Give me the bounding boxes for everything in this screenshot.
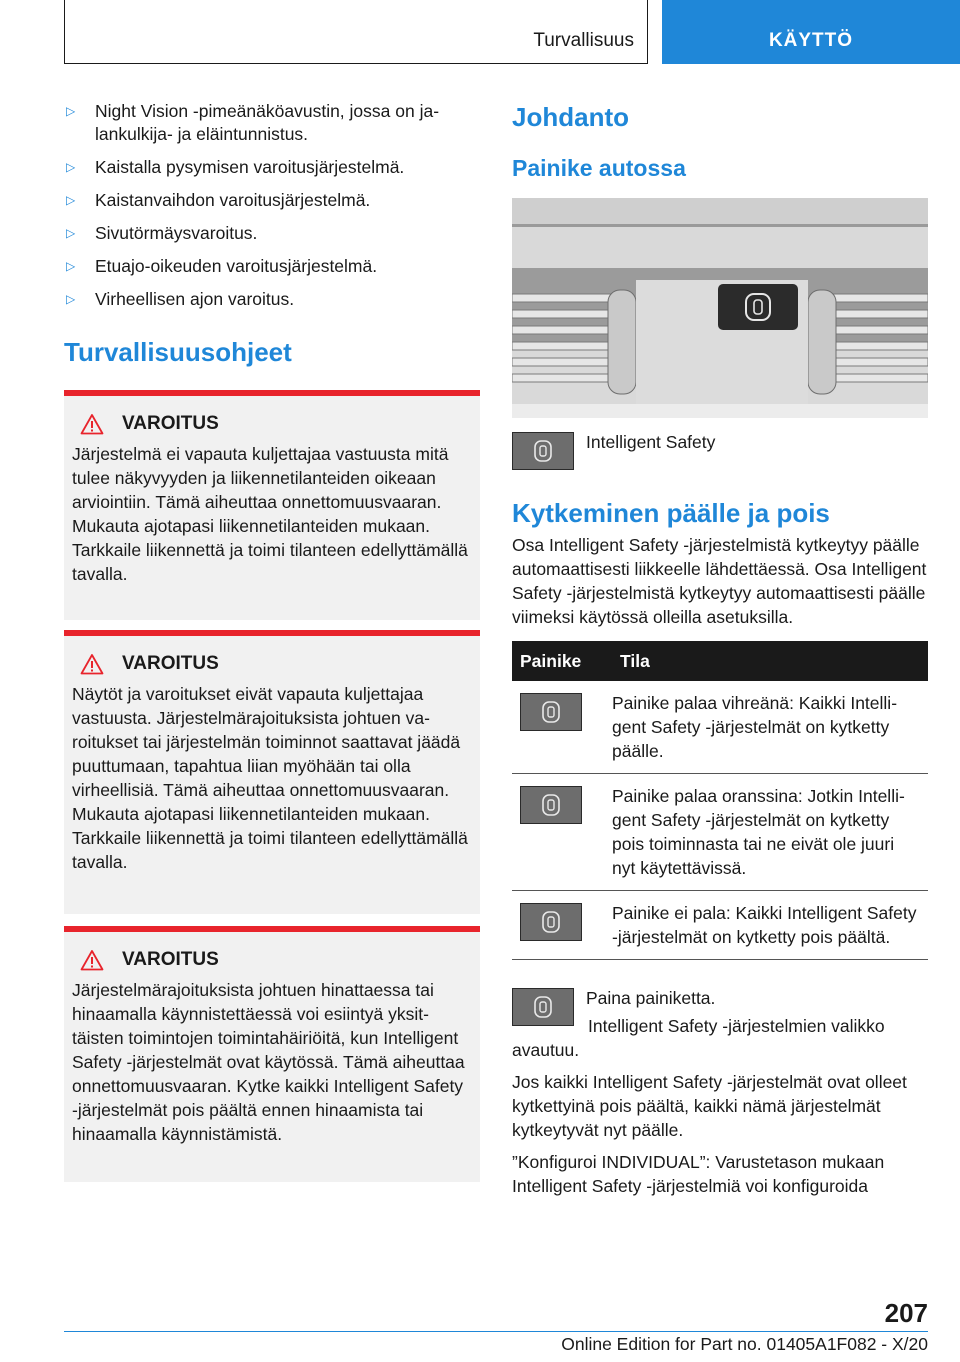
- car-button-photo: [512, 198, 928, 418]
- table-cell-state: Painike ei pala: Kaikki Intelligent Safety -järjestelmät on kytketty pois päältä.: [612, 891, 928, 960]
- list-item: [64, 189, 480, 212]
- warning-title: [72, 948, 472, 972]
- intelligent-safety-icon: [533, 440, 553, 462]
- warning-title: [72, 412, 472, 436]
- step-action: Paina painiketta.: [586, 988, 716, 1008]
- intro-heading: Johdanto: [512, 102, 629, 132]
- table-header-row: [512, 641, 928, 681]
- warning-box: [64, 630, 480, 914]
- table-row: [512, 774, 928, 891]
- warning-triangle-icon: [80, 653, 104, 675]
- left-column: [64, 100, 480, 1182]
- button-caption-row: [512, 432, 928, 470]
- table-cell-state: Painike palaa vihreänä: Kaikki Intelligent Safety -järjestelmät on kytketty päälle.: [612, 681, 928, 774]
- triangle-bullet-icon: ▷: [66, 160, 76, 174]
- warning-title: [72, 652, 472, 676]
- intelligent-safety-icon: [541, 794, 561, 816]
- bullet-list: [64, 100, 480, 311]
- intelligent-safety-button-icon: [512, 988, 574, 1026]
- toggle-heading: Kytkeminen päälle ja pois: [512, 498, 830, 528]
- step-result: Intelligent Safety -järjestelmien valikko avautuu.: [512, 1016, 885, 1060]
- intelligent-safety-button-icon: [520, 903, 582, 941]
- warning-box: [64, 390, 480, 620]
- triangle-bullet-icon: ▷: [66, 226, 76, 240]
- list-item: [64, 288, 480, 311]
- toggle-paragraph-3: ”Konfiguroi INDIVIDUAL”: Varustetason mukaan Intelligent Safety -järjestelmiä voi konfiguroida: [512, 1152, 885, 1196]
- list-item-text: Virheellisen ajon varoitus.: [95, 289, 295, 309]
- intelligent-safety-icon: [541, 911, 561, 933]
- list-item: [64, 255, 480, 278]
- warning-text: Näytöt ja varoitukset eivät vapauta kuljettajaa vastuusta. Järjestelmärajoituksista johtuen varoitukset tai järjestelmän toiminnot saattavat jäädä puuttumaan, tapahtua liian myöhään tai olla virheellisiä. Tämä aiheuttaa onnettomuusvaaran. Mukauta ajotapasi liikennetilanteiden mukaan. Tarkkaile liikennettä ja toimi tilanteen edellyttämällä tavalla.: [72, 684, 468, 872]
- right-column: [512, 100, 928, 1198]
- list-item: [64, 156, 480, 179]
- intelligent-safety-button-icon: [520, 786, 582, 824]
- safety-heading: Turvallisuusohjeet: [64, 337, 292, 367]
- warning-label: VAROITUS: [122, 653, 219, 674]
- button-caption: Intelligent Safety: [586, 432, 716, 452]
- table-header-state: Tila: [612, 641, 928, 681]
- warning-triangle-icon: [80, 413, 104, 435]
- page-number: 207: [884, 1298, 928, 1328]
- header-chapter-tab: KÄYTTÖ: [662, 0, 960, 64]
- warning-label: VAROITUS: [122, 949, 219, 970]
- button-state-table: [512, 641, 928, 960]
- table-cell-state: Painike palaa oranssina: Jotkin Intelligent Safety -järjestelmät on kytketty pois toiminnasta tai ne eivät ole juuri nyt käytettävissä.: [612, 774, 928, 891]
- list-item: [64, 222, 480, 245]
- list-item: [64, 100, 480, 146]
- list-item-text: Kaistalla pysymisen varoitusjärjestelmä.: [95, 157, 405, 177]
- list-item-text: Night Vision -pimeänäköavustin, jossa on jalankulkija- ja eläintunnistus.: [95, 101, 440, 144]
- warning-text: Järjestelmärajoituksista johtuen hinattaessa tai hinaamalla käynnistettäessä voi esiintyä yksittäisten toimintojen toimintahäiriöitä, kun Intelligent Safety -järjestelmät ovat käytössä. Tämä aiheuttaa onnettomuusvaaran. Kytke kaikki Intelligent Safety -järjestelmät pois päältä ennen hinaamista tai hinaamalla käynnistämistä.: [72, 980, 465, 1144]
- triangle-bullet-icon: ▷: [66, 292, 76, 306]
- warning-label: VAROITUS: [122, 413, 219, 434]
- table-row: [512, 891, 928, 960]
- toggle-paragraph: Osa Intelligent Safety -järjestelmistä kytkeytyy päälle automaattisesti liikkeelle lähdettäessä. Osa Intelligent Safety -järjestelmistä kytkeytyy automaattisesti päälle viimeksi käytössä olleilla asetuksilla.: [512, 535, 927, 627]
- warning-box: [64, 926, 480, 1182]
- header-section-title: Turvallisuus: [533, 30, 634, 51]
- intelligent-safety-button-icon: [520, 693, 582, 731]
- triangle-bullet-icon: ▷: [66, 259, 76, 273]
- table-header-button: Painike: [512, 641, 612, 681]
- warning-text: Järjestelmä ei vapauta kuljettajaa vastuusta mitä tulee näkyvyyden ja liikennetilanteiden oikeaan arviointiin. Tämä aiheuttaa onnettomuusvaaran. Mukauta ajotapasi liikennetilanteiden mukaan. Tarkkaile liikennettä ja toimi tilanteen edellyttämällä tavalla.: [72, 444, 468, 584]
- warning-triangle-icon: [80, 949, 104, 971]
- intelligent-safety-button-icon: [512, 432, 574, 470]
- intro-subheading: Painike autossa: [512, 155, 686, 181]
- footer-divider: [64, 1331, 928, 1332]
- list-item-text: Etuajo-oikeuden varoitusjärjestelmä.: [95, 256, 378, 276]
- triangle-bullet-icon: ▷: [66, 193, 76, 207]
- intelligent-safety-icon: [533, 996, 553, 1018]
- intelligent-safety-icon: [541, 701, 561, 723]
- toggle-paragraph-2: Jos kaikki Intelligent Safety -järjestelmät ovat olleet kytkettyinä pois päältä, kaikki nämä järjestelmät kytkeytyvät nyt päälle.: [512, 1072, 907, 1140]
- list-item-text: Kaistanvaihdon varoitusjärjestelmä.: [95, 190, 371, 210]
- list-item-text: Sivutörmäysvaroitus.: [95, 223, 258, 243]
- triangle-bullet-icon: ▷: [66, 104, 76, 118]
- table-row: [512, 681, 928, 774]
- footer-edition: Online Edition for Part no. 01405A1F082 - X/20: [561, 1334, 928, 1354]
